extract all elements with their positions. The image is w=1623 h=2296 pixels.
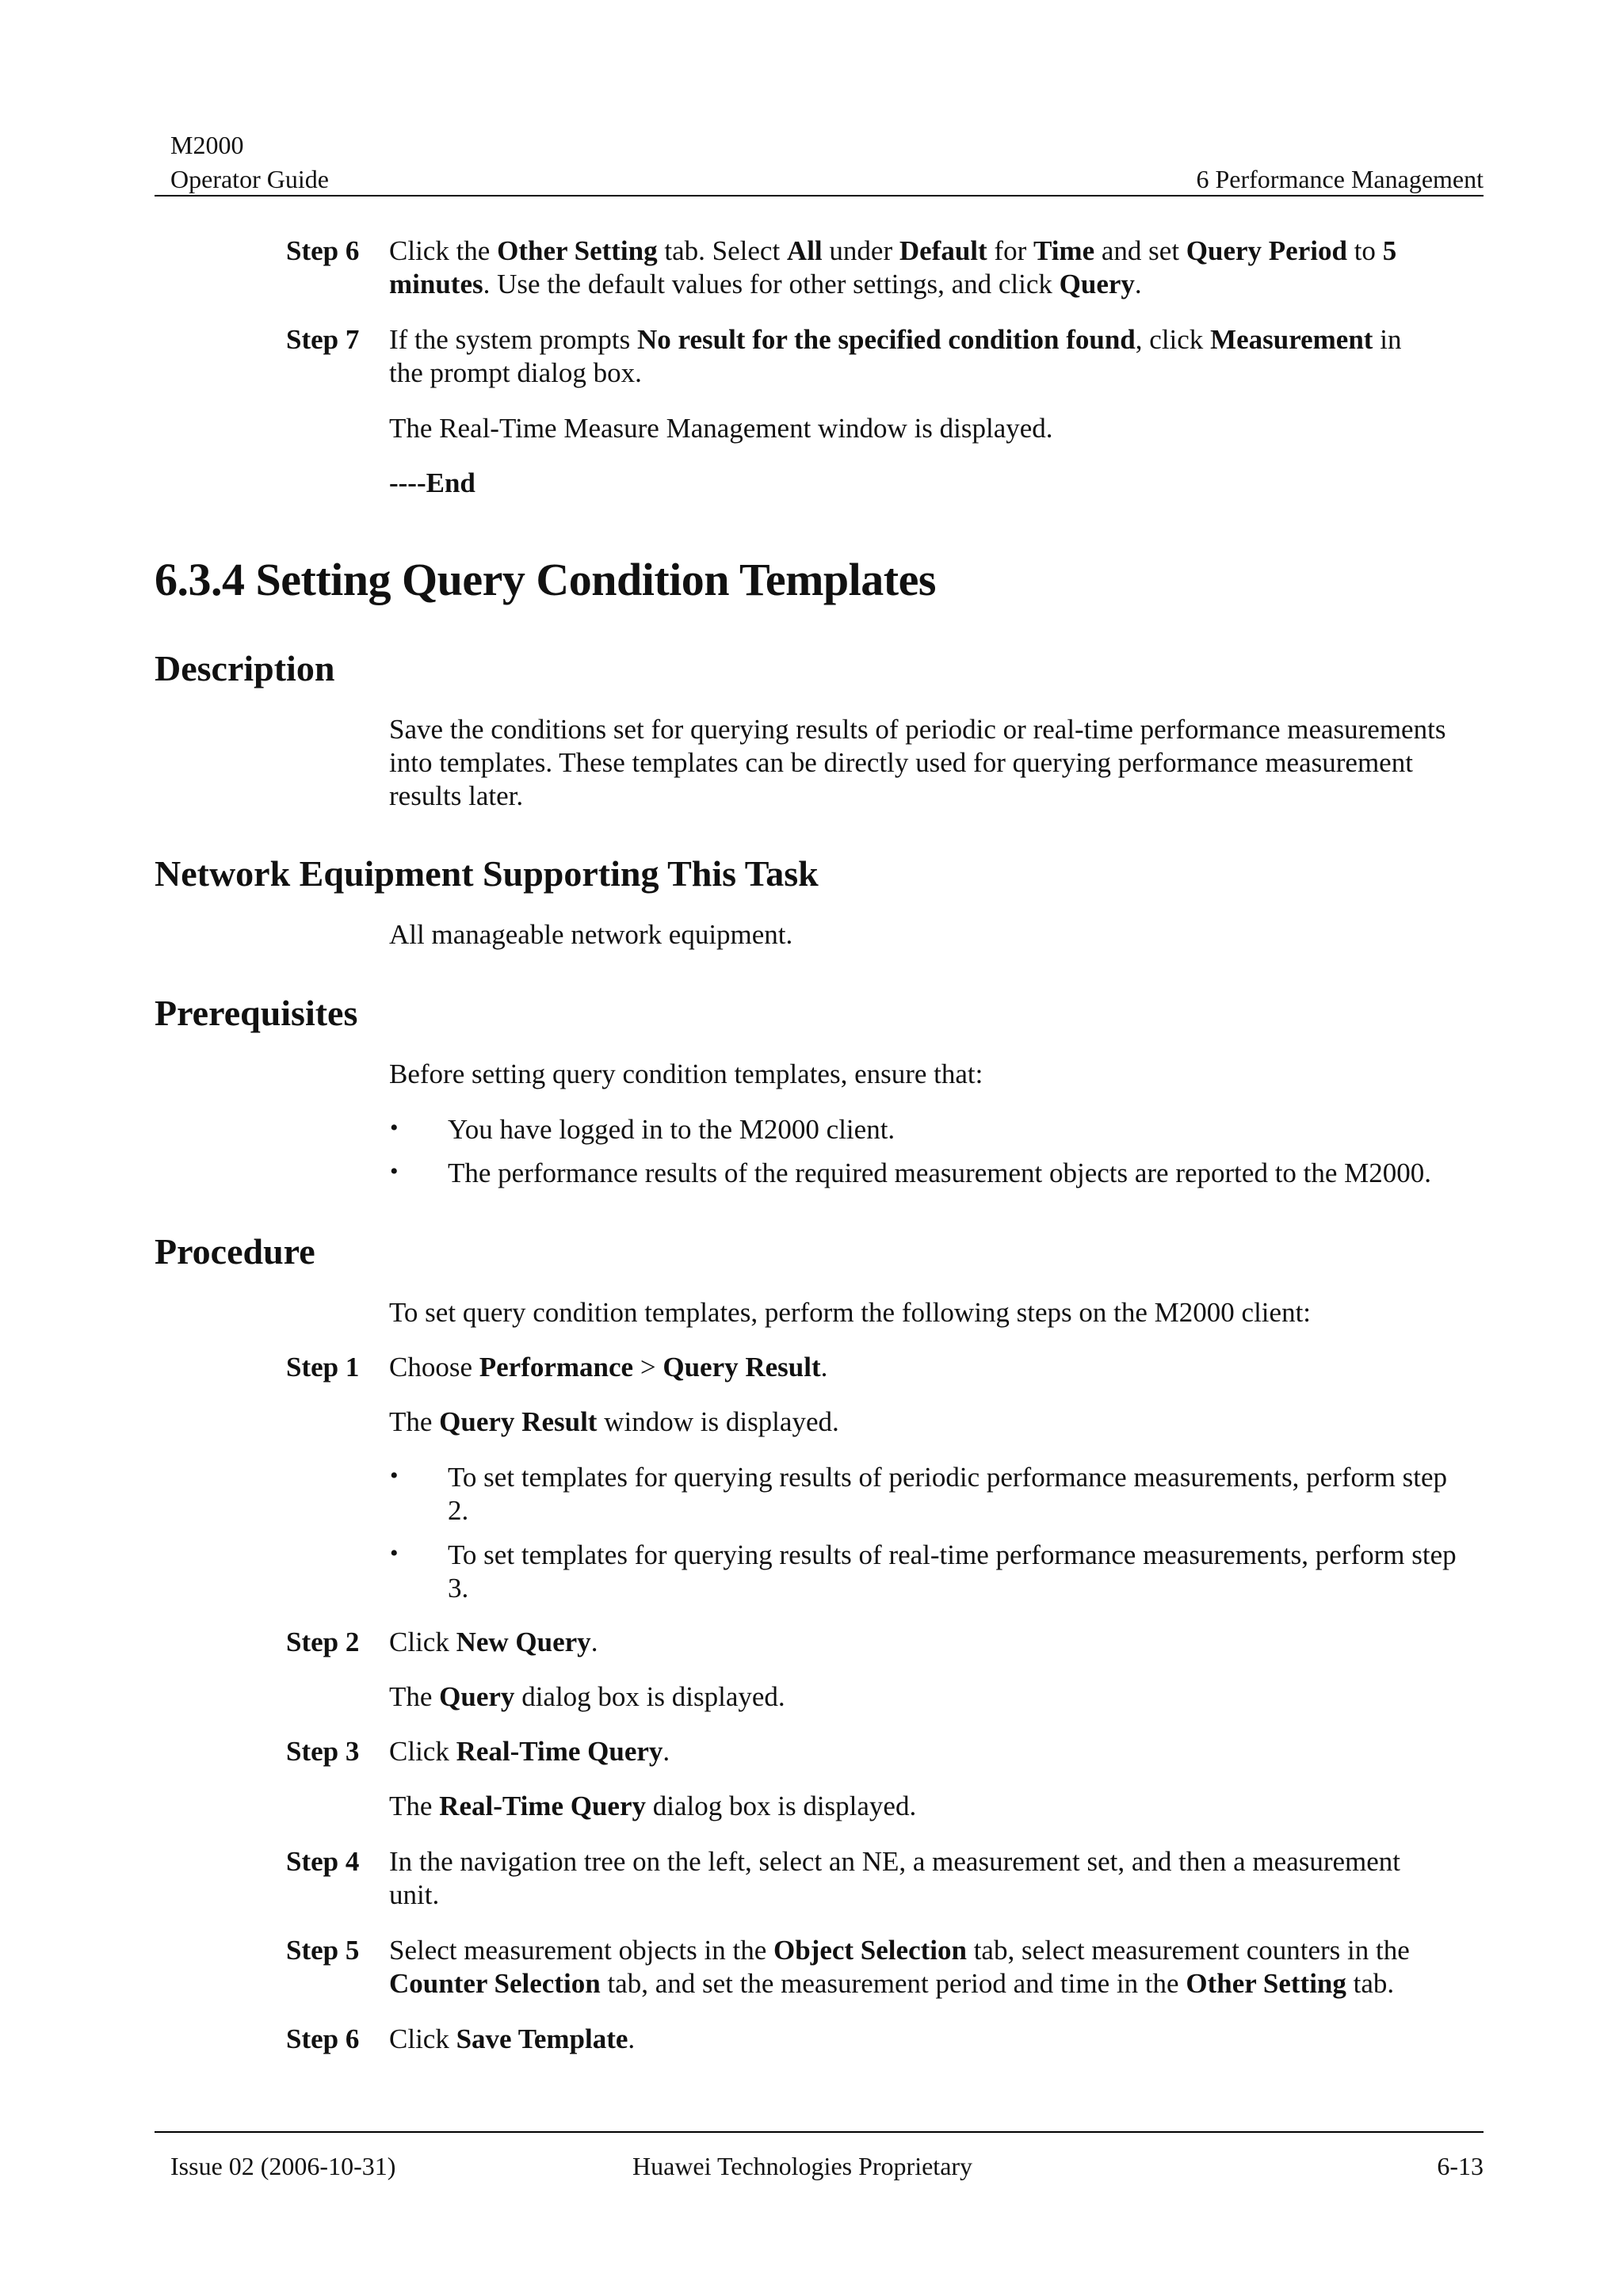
footer-issue: Issue 02 (2006-10-31) bbox=[170, 2152, 396, 2180]
bullet-icon: • bbox=[390, 1463, 399, 1489]
step-text: In the navigation tree on the left, select an NE, a measurement set, and then a measurement unit. bbox=[389, 1846, 1401, 1910]
end-marker: ----End bbox=[389, 467, 475, 498]
footer-page-number: 6-13 bbox=[1437, 2152, 1484, 2180]
heading-description: Description bbox=[155, 648, 335, 688]
procedure-intro: To set query condition templates, perform the following steps on the M2000 client: bbox=[389, 1297, 1312, 1328]
bullet-icon: • bbox=[390, 1115, 399, 1141]
heading-procedure: Procedure bbox=[155, 1231, 315, 1272]
step-result: The Real-Time Query dialog box is displayed. bbox=[389, 1791, 917, 1821]
step-label: Step 6 bbox=[286, 2023, 360, 2054]
description-text: Save the conditions set for querying results of periodic or real-time performance measurements into templates. These templates can be directly used for querying performance measurement results later. bbox=[389, 714, 1446, 811]
step-label: Step 7 bbox=[286, 324, 360, 355]
step-label: Step 5 bbox=[286, 1935, 360, 1966]
header-rule bbox=[155, 195, 1484, 196]
list-item: You have logged in to the M2000 client. bbox=[448, 1114, 896, 1145]
footer-rule bbox=[155, 2131, 1484, 2133]
list-item: The performance results of the required measurement objects are reported to the M2000. bbox=[448, 1158, 1432, 1188]
header-chapter: 6 Performance Management bbox=[1196, 165, 1484, 193]
network-equipment-text: All manageable network equipment. bbox=[389, 919, 793, 950]
step-text: Choose Performance > Query Result. bbox=[389, 1352, 828, 1383]
step-text: Select measurement objects in the Object Selection tab, select measurement counters in the Counter Selection tab, and set the measurement period and time in the Other Setting tab. bbox=[389, 1935, 1410, 1999]
step-text: If the system prompts No result for the specified condition found, click Measurement in the prompt dialog box. bbox=[389, 324, 1402, 388]
step-text: Click Real-Time Query. bbox=[389, 1736, 670, 1767]
list-item: To set templates for querying results of periodic performance measurements, perform step 2. bbox=[448, 1462, 1448, 1526]
step-label: Step 3 bbox=[286, 1736, 360, 1767]
header-doc-title: Operator Guide bbox=[170, 165, 329, 193]
step-result: The Real-Time Measure Management window is displayed. bbox=[389, 413, 1053, 444]
step-label: Step 1 bbox=[286, 1352, 360, 1383]
bullet-icon: • bbox=[390, 1540, 399, 1566]
list-item: To set templates for querying results of real-time performance measurements, perform step 3. bbox=[448, 1539, 1457, 1604]
heading-prerequisites: Prerequisites bbox=[155, 993, 358, 1033]
step-label: Step 2 bbox=[286, 1627, 360, 1657]
bullet-icon: • bbox=[390, 1158, 399, 1184]
step-text: Click New Query. bbox=[389, 1627, 598, 1657]
prerequisites-intro: Before setting query condition templates, ensure that: bbox=[389, 1058, 983, 1089]
step-label: Step 4 bbox=[286, 1846, 360, 1877]
footer-company: Huawei Technologies Proprietary bbox=[632, 2152, 973, 2180]
step-result: The Query dialog box is displayed. bbox=[389, 1681, 785, 1712]
step-text: Click Save Template. bbox=[389, 2023, 636, 2054]
header-product: M2000 bbox=[170, 131, 244, 159]
step-text: Click the Other Setting tab. Select All under Default for Time and set Query Period to 5 minutes. Use the default values for other settings, and click Query. bbox=[389, 235, 1397, 299]
step-label: Step 6 bbox=[286, 235, 360, 266]
heading-network-equipment: Network Equipment Supporting This Task bbox=[155, 853, 819, 894]
step-result: The Query Result window is displayed. bbox=[389, 1406, 839, 1437]
section-title: 6.3.4 Setting Query Condition Templates bbox=[155, 554, 936, 605]
